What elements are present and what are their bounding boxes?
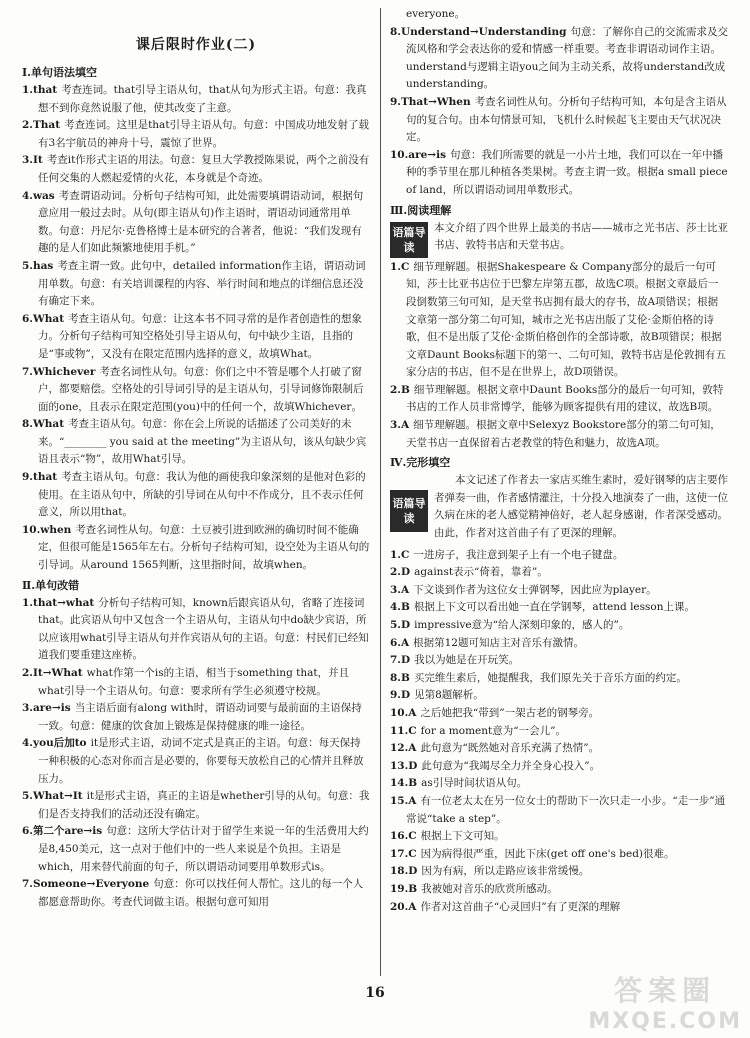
cloze-intro-text: 本文记述了作者去一家店买维生素时，爱好钢琴的店主要作者弹奏一曲，作者感情灌注，十分投入地演奏了一曲，这使一位久病在床的老人感觉精神倍好，老人起身感谢，作者深受感动。由此，作者对这首曲子有了更深的理解。: [434, 474, 728, 540]
answer-item: 19.B 我被她对音乐的欣赏所感动。: [390, 882, 558, 895]
grammar-fill-list: [22, 82, 370, 575]
answer-item: 2.D against表示“倚着，靠着”。: [390, 566, 548, 579]
answer-item: 9.D 见第8题解析。: [390, 689, 484, 702]
right-column: [390, 6, 728, 916]
answer-item: 3.are→is 当主语后面有along with时，谓语动词要与最前面的主语保持一致。句意：健康的饮食加上锻炼是保持健康的唯一途径。: [22, 702, 362, 732]
section-heading-reading: Ⅲ.阅读理解: [390, 203, 452, 217]
answer-item: 2.That 考查连词。这里是that引导主语从句。句意：中国成功地发射了载有3名宇航员的神舟十号，震惊了世界。: [22, 119, 370, 149]
answer-item: 3.A 细节理解题。根据文章中Selexyz Bookstore部分的第二句可知，天堂书店一直保留着古老教堂的特色和魅力，故选A项。: [390, 419, 721, 449]
answer-item: 5.D impressive意为“给人深刻印象的，感人的”。: [390, 619, 630, 631]
answer-item: 15.A 有一位老太太在另一位女士的帮助下一次只走一小步。“走一步”通常说“take a step”。: [390, 794, 726, 825]
watermark-logo: [588, 969, 742, 1034]
section-heading-error-correction: Ⅱ.单句改错: [22, 578, 80, 592]
answer-item: 6.A 根据第12题可知店主对音乐有激情。: [390, 636, 584, 649]
answer-item: 4.B 根据上下文可以看出她一直在学钢琴，attend lesson上课。: [390, 601, 696, 614]
answer-item: 3.A 下文谈到作者为这位女士弹钢琴，因此应为player。: [390, 583, 657, 596]
answer-item: 17.C 因为病得很严重，因此下床(get off one's bed)很难。: [390, 847, 675, 860]
answer-item: 4.was 考查谓语动词。分析句子结构可知，此处需要填谓语动词，根据句意应用一般过去时。从句(即主语从句)作主语时，谓语动词通常用单数。句意：丹尼尔·克鲁格博士是本研究的合著者，他说：“我们发现有趣的是人们如此频繁地使用手机。”: [22, 189, 364, 255]
answer-item: 3.It 考查it作形式主语的用法。句意：复旦大学教授陈果说，两个之前没有任何交集的人燃起爱情的火花，本身就是个奇迹。: [22, 154, 370, 184]
answer-item: 8.B 买完维生素后，她提醒我，我们原先关于音乐方面的约定。: [390, 671, 687, 684]
section-heading-grammar-fill: Ⅰ.单句语法填空: [22, 66, 97, 79]
answer-item: 16.C 根据上下文可知。: [390, 830, 505, 843]
answer-item: 13.D 此句意为“我竭尽全力并全身心投入”。: [390, 759, 601, 772]
error-correction-list: [22, 595, 370, 912]
section-heading-cloze: Ⅳ.完形填空: [390, 456, 451, 470]
page-number: 16: [365, 985, 385, 1001]
answer-item: 18.D 因为有病，所以走路应该非常缓慢。: [390, 865, 590, 878]
answer-item: 5.What→It it是形式主语，真正的主语是whether引导的从句。句意：我们是否支持我们的活动还没有确定。: [22, 790, 370, 820]
watermark-line2: MXQE.COM: [588, 1009, 742, 1034]
answer-item: 5.has 考查主谓一致。此句中，detailed information作主语，谓语动词用单数。句意：有关培训课程的内容、举行时间和地点的详细信息还没有确定下来。: [22, 259, 366, 308]
answer-item: 1.that 考查连词。that引导主语从句，that从句为形式主语。句意：我真想不到你竟然说服了他，使其改变了主意。: [22, 84, 367, 114]
answer-item: 1.that→what 分析句子结构可知，known后跟宾语从句，省略了连接词that。此宾语从句中又包含一个主语从句，主语从句中do缺少宾语，所以应该用what引导主语从句并作宾语从句的主语。句意：村民们已经知道我们要重建这座桥。: [22, 596, 369, 662]
answer-item: 9.that 考查主语从句。句意：我认为他的画使我印象深刻的是他对色彩的使用。在主语从句中，所缺的引导词在从句中不作成分，且不表示任何意义，所以用that。: [22, 471, 366, 519]
reading-answer-list: [390, 259, 728, 453]
answer-item: 7.Someone→Everyone 句意：你可以找任何人帮忙。这儿的每一个人都愿意帮助你。考查代词做主语。根据句意可知用: [22, 878, 364, 908]
cloze-answer-list: [390, 547, 728, 916]
answer-item: 7.Whichever 考查名词性从句。句意：你们之中不管是哪个人打破了窗户，都要赔偿。空格处的引导词引导的是主语从句，引导词修饰限制后面的one，且表示在限定范围(you)中的任何一个，故填Whichever。: [22, 365, 364, 413]
answer-item: 10.when 考查名词性从句。句意：土豆被引进到欧洲的确切时间不能确定，但很可能是1565年左右。分析句子结构可知，设空处为主语从句的引导词。从around 1565判断，这里指时间，故填when。: [22, 523, 370, 572]
answer-item: 20.A 作者对这首曲子“心灵回归”有了更深的理解: [390, 900, 621, 913]
answer-item: 2.It→What what作第一个is的主语，相当于something that，并且what引导一个主语从句。句意：要求所有学生必须遵守校规。: [22, 667, 350, 697]
column-divider: [380, 8, 381, 976]
answer-item: 10.are→is 句意：我们所需要的就是一小片土地，我们可以在一年中播种的季节里在那儿种植各类果树。考查主谓一致。根据a small piece of land，所以谓语动词用单数形式。: [390, 148, 728, 196]
answer-item: 2.B 细节理解题。根据文章中Daunt Books部分的最后一句可知，敦特书店的工作人员非常博学，能够为顾客提供有用的建议，故选B项。: [390, 383, 724, 414]
answer-item: 1.C 一进房子，我注意到架子上有一个电子键盘。: [390, 548, 624, 561]
answer-item: 4.you后加to it是形式主语，动词不定式是真正的主语。句意：每天保持一种积极的心态对你而言是必要的，你要每天放松自己的心情并且释放压力。: [22, 737, 364, 785]
cloze-intro: [390, 472, 728, 542]
answer-item: 9.That→When 考查名词性从句。分析句子结构可知，本句是含主语从句的复合句。由本句情景可知，飞机什么时候起飞主要由天气状况决定。: [390, 95, 727, 144]
answer-item: 10.A 之后她把我“带到”一架古老的钢琴旁。: [390, 706, 600, 719]
answer-item: 6.What 考查主语从句。句意：让这本书不同寻常的是作者创造性的想象力。分析句子结构可知空格处引导主语从句，句中缺少主语，且指的是“事或物”，又没有在限定范围内选择的意义，故填What。: [22, 312, 363, 360]
left-column: [22, 6, 370, 911]
passage-guide-badge: 语篇导读: [390, 222, 428, 258]
error-correction-list-continued: [390, 24, 728, 200]
answer-item: 12.A 此句意为“既然她对音乐充满了热情”。: [390, 742, 600, 755]
watermark-line1: 答案圈: [614, 974, 717, 1007]
answer-item: 8.Understand→Understanding 句意：了解你自己的交流需求及交流风格和学会表达你的爱和情感一样重要。考查非谓语动词作主语。understand与逻辑主语you之间为主动关系，故将understand改成understanding。: [390, 25, 729, 91]
continued-text: everyone。: [406, 8, 466, 20]
answer-item: 1.C 细节理解题。根据Shakespeare & Company部分的最后一句可知，莎士比亚书店位于巴黎左岸第五郡，故选C项。根据文章最后一段倒数第三句可知，是天堂书店拥有最大的存书，故A项错误；根据文章第一部分第二句可知，城市之光书店出版了艾伦·金斯伯格的诗歌，但不是出版了艾伦·金斯伯格创作的全部诗歌，故B项错误；根据文章Daunt Books标题下的第一、二句可知，敦特书店是伦敦拥有五家分店的书店，但不是在世界上，故D项错误。: [390, 260, 726, 379]
answer-item: 11.C for a moment意为“一会儿”。: [390, 724, 566, 737]
answer-item: 7.D 我以为她是在开玩笑。: [390, 654, 520, 667]
answer-item: 8.What 考查主语从句。句意：你在会上所说的话描述了公司美好的未来。“________ you said at the meeting”为主语从句，该从句缺少宾语且表示“物”，故用What引导。: [22, 418, 367, 466]
reading-intro-text: 本文介绍了四个世界上最美的书店——城市之光书店、莎士比亚书店、敦特书店和天堂书店。: [434, 221, 728, 252]
passage-guide-badge: 语篇导读: [390, 490, 428, 532]
page-title: 课后限时作业(二): [135, 37, 257, 53]
answer-item: 6.第二个are→is 句意：这所大学估计对于留学生来说一年的生活费用大约是8,450美元，这一点对于他们中的一些人来说是个负担。主语是which，用来替代前面的句子，所以谓语动词要用单数形式is。: [22, 825, 369, 873]
answer-item: 14.B as引导时间状语从句。: [390, 777, 528, 790]
reading-intro: [390, 220, 728, 255]
